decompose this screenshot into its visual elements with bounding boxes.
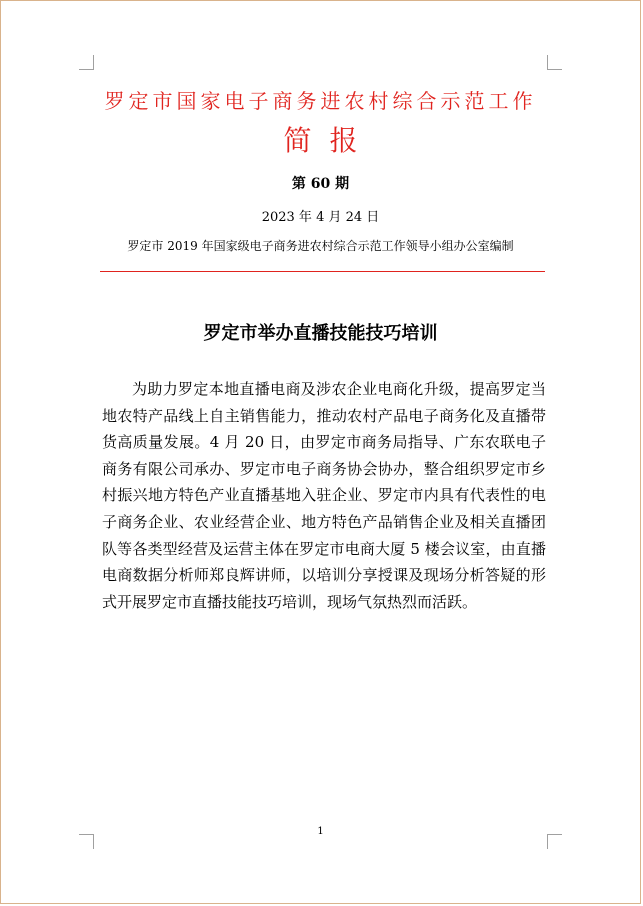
article-body: 为助力罗定本地直播电商及涉农企业电商化升级，提高罗定当地农特产品线上自主销售能力，推动农村产品电子商务化及直播带货高质量发展。4 月 20 日，由罗定市商务局指导、广东农联电子商务有限公司承办、罗定市电子商务协会协办，整合组织罗定市乡村振兴地方特色产业直播基地入驻企业、罗定市内具有代表性的电子商务企业、农业经营企业、地方特色产品销售企业及相关直播团队等各类型经营及运营主体在罗定市电商大厦 5 楼会议室，由直播电商数据分析师郑良辉讲师，以培训分享授课及现场分析答疑的形式开展罗定市直播技能技巧培训，现场气氛热烈而活跃。	[102, 380, 546, 611]
crop-mark-top-left	[79, 55, 94, 70]
crop-mark-top-right	[547, 55, 562, 70]
page-number: 1	[317, 826, 324, 837]
article-headline: 罗定市举办直播技能技巧培训	[203, 323, 438, 344]
issue-date: 2023 年 4 月 24 日	[261, 210, 380, 225]
issue-number: 第 60 期	[291, 176, 350, 192]
organization-title: 罗定市国家电子商务进农村综合示范工作	[104, 89, 537, 113]
editor-line: 罗定市 2019 年国家级电子商务进农村综合示范工作领导小组办公室编制	[127, 239, 514, 253]
bulletin-title: 简报	[283, 124, 376, 157]
red-divider	[100, 271, 545, 272]
